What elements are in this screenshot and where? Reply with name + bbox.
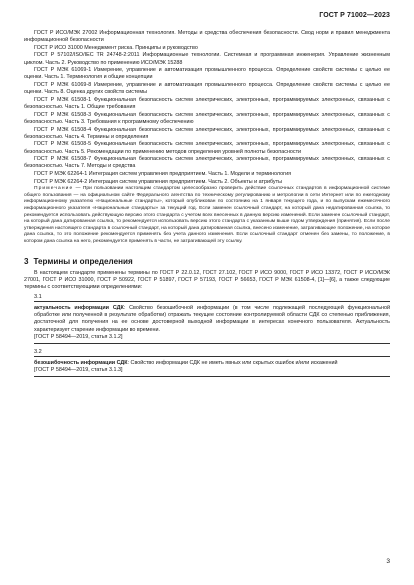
term-definition bbox=[34, 305, 390, 334]
reference-item: ГОСТ Р МЭК 61508-5 Функциональная безопасность систем электрических, электронных, программируемых электронных, связанных с безопасностью. Часть 5. Рекомендации по применению методов определения уровней полноты безопасности bbox=[24, 141, 390, 155]
reference-item: ГОСТ Р МЭК 61508-4 Функциональная безопасность систем электрических, электронных, программируемых электронных, связанных с безопасностью. Часть 4. Термины и определения bbox=[24, 126, 390, 140]
term-number: 3.1 bbox=[34, 294, 42, 301]
term-definition-text: : Свойство информации СДК не иметь явных или скрытых ошибок и/или искажений bbox=[127, 359, 338, 366]
section-title: Термины и определения bbox=[33, 256, 133, 266]
reference-item: ГОСТ Р МЭК 61069-8 Измерение, управление и автоматизация промышленного процесса. Определение свойств системы с целью ее оценки. Часть 8. Оценка других свойств системы bbox=[24, 82, 390, 96]
section-intro: В настоящем стандарте применены термины по ГОСТ Р 22.0.12, ГОСТ 27.102, ГОСТ Р ИСО 9000, ГОСТ Р ИСО 13372, ГОСТ Р ИСО/МЭК 27001, ГОСТ Р ИСО 31000, ГОСТ Р 50922, ГОСТ Р 51897, ГОСТ Р 57193, ГОСТ Р 56653, ГОСТ Р МЭК 61508-4, [1]—[6], а также следующие термины с соответствующими определениями: bbox=[24, 269, 390, 290]
note-text: — При пользовании настоящим стандартом целесообразно проверить действие ссылочных стандартов в информационной системе общего пользования — на официальном сайте Федерального агентства по техническому регулированию и метрологии в сети Интернет или по ежегодному информационному указателю «Национальные стандарты», который опубликован по состоянию на 1 января текущего года, и по выпускам ежемесячного информационного указателя «Национальные стандарты» за текущий год. Если заменен ссылочный стандарт, на который дана недатированная ссылка, то рекомендуется использовать действующую версию этого стандарта с учетом всех внесенных в данную версию изменений. Если заменен ссылочный стандарт, на который дана датированная ссылка, то рекомендуется использовать версию этого стандарта с указанным выше годом утверждения (принятия). Если после утверждения настоящего стандарта в ссылочный стандарт, на который дана датированная ссылка, внесено изменение, затрагивающее положение, на которое дана ссылка, то это положение рекомендуется применять без учета данного изменения. Если ссылочный стандарт отменен без замены, то положение, в котором дана ссылка на него, рекомендуется применять в части, не затрагивающей эту ссылку. bbox=[24, 186, 391, 245]
section-heading bbox=[24, 257, 390, 266]
section-number: 3 bbox=[24, 256, 29, 266]
term-source: [ГОСТ Р 58494—2019, статья 3.1.3] bbox=[34, 367, 123, 374]
term-source: [ГОСТ Р 58494—2019, статья 3.1.2] bbox=[34, 333, 123, 340]
reference-item: ГОСТ Р МЭК 61508-1 Функциональная безопасность систем электрических, электронных, программируемых электронных, связанных с безопасностью. Часть 1. Общие требования bbox=[24, 96, 390, 111]
term-name: актуальность информации СДК bbox=[34, 305, 124, 312]
term-box bbox=[34, 301, 390, 344]
term-entry bbox=[24, 349, 390, 377]
note-paragraph bbox=[24, 186, 390, 245]
term-number: 3.2 bbox=[34, 348, 42, 355]
reference-item: ГОСТ Р МЭК 62264-2 Интеграция систем управления предприятием. Часть 2. Объекты и атрибуты bbox=[34, 178, 282, 185]
term-definition bbox=[34, 360, 390, 367]
reference-item: ГОСТ Р ИСО/МЭК 27002 Информационная технология. Методы и средства обеспечения безопасности. Свод норм и правил менеджмента информационной безопасности bbox=[24, 30, 390, 44]
reference-item: ГОСТ Р 57102/ISO/IEC TR 24748-2:2011 Информационные технологии. Системная и программная инженерия. Управление жизненным циклом. Часть 2. Руководство по применению ИСО/МЭК 15288 bbox=[24, 52, 390, 66]
term-name: безошибочность информации СДК bbox=[34, 359, 128, 366]
document-id-header: ГОСТ Р 71002—2023 bbox=[319, 12, 390, 19]
reference-item: ГОСТ Р МЭК 61069-1 Измерение, управление и автоматизация промышленного процесса. Определение свойств системы с целью ее оценки. Часть 1. Терминология и общие концепции bbox=[24, 67, 390, 81]
reference-item: ГОСТ Р МЭК 62264-1 Интеграция систем управления предприятием. Часть 1. Модели и терминология bbox=[34, 170, 291, 177]
page-number: 3 bbox=[386, 558, 390, 565]
reference-item: ГОСТ Р ИСО 31000 Менеджмент риска. Принципы и руководство bbox=[34, 44, 198, 51]
reference-item: ГОСТ Р МЭК 61508-3 Функциональная безопасность систем электрических, электронных, программируемых электронных, связанных с безопасностью. Часть 3. Требования к программному обеспечению bbox=[24, 111, 390, 125]
term-definition-text: : Свойство безошибочной информации (в том числе подлежащей последующей функциональной обработке или полученной в результате обработки) отражать текущее состояние контролируемой области СДК со степенью приближения, достаточной для получения на ее основе достоверной выходной информации в интересах конечного пользователя. Актуальность характеризует старение информации во времени. bbox=[34, 305, 390, 333]
page-content bbox=[24, 30, 390, 382]
note-lead: Примечание bbox=[34, 186, 74, 192]
references-list bbox=[24, 30, 390, 186]
term-box bbox=[34, 356, 390, 377]
reference-item: ГОСТ Р МЭК 61508-7 Функциональная безопасность систем электрических, электронных, программируемых электронных, связанных с безопасностью. Часть 7. Методы и средства bbox=[24, 156, 390, 170]
term-entry bbox=[24, 294, 390, 344]
